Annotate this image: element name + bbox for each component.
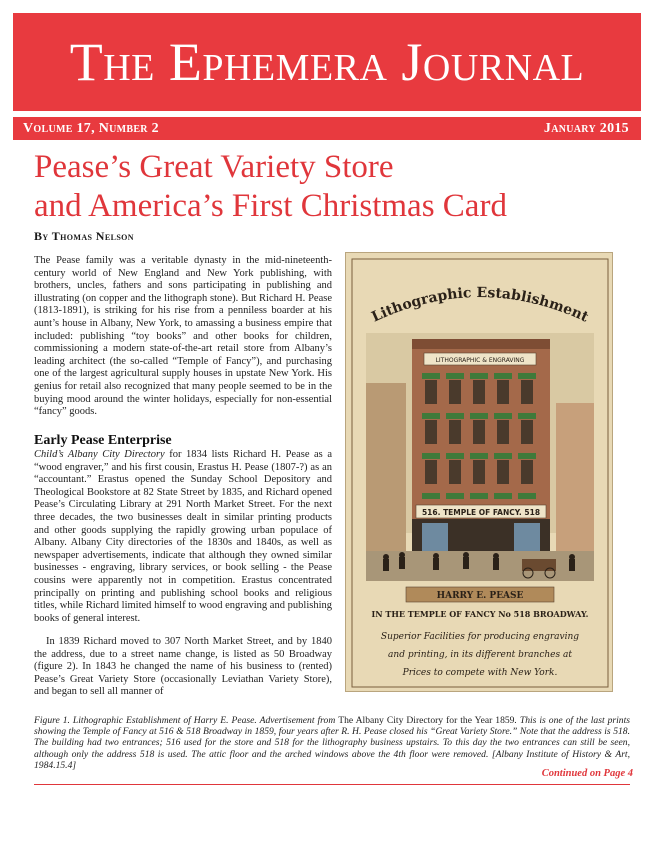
lithograph-illustration xyxy=(346,253,613,692)
continued-link[interactable]: Continued on Page 4 xyxy=(541,768,633,779)
headline-line-1: Pease’s Great Variety Store xyxy=(34,149,394,185)
masthead xyxy=(13,13,641,111)
body-paragraph-1 xyxy=(34,449,332,625)
byline: By Thomas Nelson xyxy=(34,229,134,243)
script-line-1: Superior Facilities for producing engraving xyxy=(380,632,580,642)
intro-paragraph: The Pease family was a veritable dynasty in the mid-nineteenth-century world of New England and New York publishing, with brothers, uncles, fathers and sons participating in publishing and illustrating (on copper and the lithograph stone). But Richard H. Pease (1813-1891), is striking for his rise from a penniless boarder at his aunt’s house in Albany, New York, to amassing a business empire that included: publishing “toy books” and other books for children, commissioning a modern state-of-the-art retail store from Albany’s leading architect (the so-called “Temple of Fancy”), and purchasing one of the largest agricultural supply houses in upstate New York. His genius for retail also recognized that many people seemed to be in the buying mood around the winter holidays, especially for non-essential “fancy” goods. xyxy=(34,255,332,418)
issue-volume: Volume 17, Number 2 xyxy=(23,120,159,136)
caption-part-c: . This is one of the last prints showing the Temple of Fancy at 516 & 518 Broadway in 1859, four years after R. H. Pease closed his “Great Variety Store.” Note that the address is 518. The building had two entrances; 516 used for the store and 518 for the lithography business upstairs. To this day the two entrances can still be seen, although only the address 518 is used. The attic floor and the arched windows above the 4th floor were removed. [Albany Institute of History & Art, 1984.15.4] xyxy=(34,715,631,771)
section-heading: Early Pease Enterprise xyxy=(34,433,172,448)
banner-text: Lithographic Establishment xyxy=(369,284,591,326)
name-plate-text: HARRY E. PEASE xyxy=(436,591,524,601)
headline-line-2: and America’s First Christmas Card xyxy=(34,188,507,224)
script-line-3: Prices to compete with New York. xyxy=(402,668,558,678)
body-paragraph-2: In 1839 Richard moved to 307 North Market Street, and by 1840 the address, due to a street name change, is listed as 50 Broadway (figure 2). In 1843 he changed the name of his business to (rented) Pease’s Great Variety Store (occasionally Leviathan Variety Store), and began to sell all manner of xyxy=(34,636,332,698)
lithograph-figure xyxy=(345,252,613,692)
sign-top-text: LITHOGRAPHIC & ENGRAVING xyxy=(435,357,525,364)
temple-line-text: IN THE TEMPLE OF FANCY No 518 BROADWAY. xyxy=(371,609,589,619)
body-paragraph-1-text: for 1834 lists Richard H. Pease as a “wood engraver,” and his first cousin, Erastus H. Pease (1807-?) as an “accountant.” Erastus opened the Sunday School Depository and Theological Bookstore at 82 State Street by 1835, and Richard opened Pease’s Circulating Library at 291 North Market Street. For the next three decades, the two businesses dealt in similar printing products and other goods supplying the rapidly growing urban populace of Albany. Albany City directories of the 1830s and 1840s, as well as newspaper advertisements, indicate that although they owned similar businesses - engraving, library services, or book selling - the Pease cousins were apparently not in competition. Erastus concentrated principally on printing and publishing school books and religious titles, while Richard limited himself to wood engraving and publishing books of general interest. xyxy=(34,449,332,624)
sign-main-text: 516. TEMPLE OF FANCY. 518 xyxy=(421,508,541,517)
article-headline xyxy=(34,148,634,226)
caption-part-a: Figure 1. Lithographic Establishment of Harry E. Pease. Advertisement from xyxy=(34,715,339,726)
journal-title: The Ephemera Journal xyxy=(69,32,585,92)
caption-source-title: The Albany City Directory for the Year 1859 xyxy=(338,715,515,726)
issue-date: January 2015 xyxy=(543,120,629,136)
directory-title: Child’s Albany City Directory xyxy=(34,449,165,460)
issue-bar xyxy=(13,117,641,140)
bottom-rule xyxy=(34,784,630,785)
figure-caption xyxy=(34,715,630,771)
script-line-2: and printing, in its different branches at xyxy=(388,650,572,660)
